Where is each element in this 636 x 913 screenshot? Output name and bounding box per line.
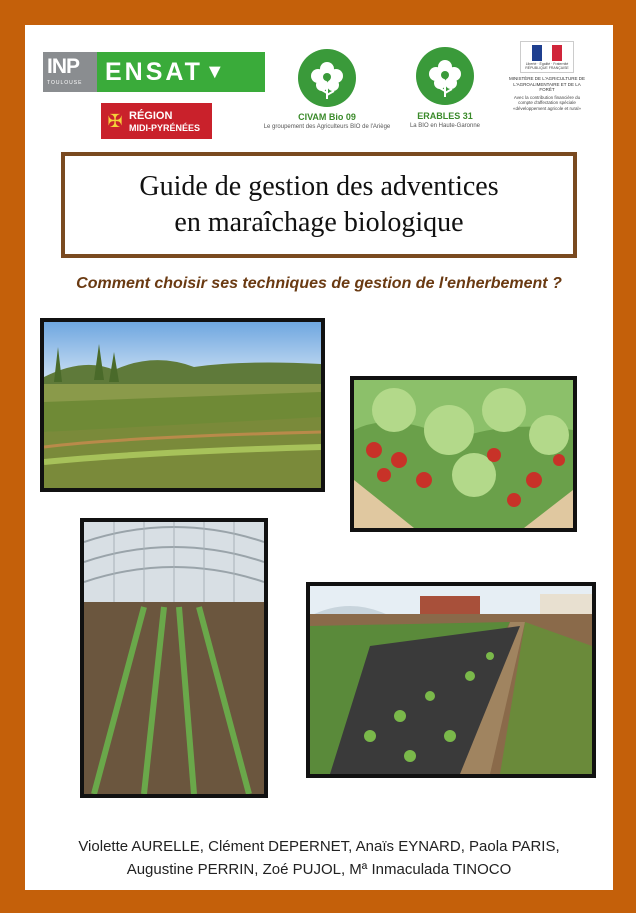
photo-vegetables — [350, 376, 577, 532]
ensat-mark-icon: ▼ — [204, 60, 228, 83]
ensat-text: ENSAT — [105, 57, 203, 86]
civam-name: CIVAM Bio 09 — [298, 112, 356, 122]
inp-logo — [43, 52, 97, 92]
region-logo — [101, 103, 212, 139]
flag-caption: Liberté · Égalité · Fraternité RÉPUBLIQUE FRANÇAISE — [525, 61, 569, 70]
erables-tagline: La BIO en Haute-Garonne — [409, 123, 481, 129]
photo-mulch — [306, 582, 596, 778]
title-line-1: Guide de gestion des adventices — [139, 171, 499, 202]
erables-logo — [400, 47, 490, 159]
inp-subtext: TOULOUSE — [47, 80, 83, 86]
photo-field — [40, 318, 325, 492]
photo-greenhouse — [80, 518, 268, 798]
title-line-2: en maraîchage biologique — [174, 207, 464, 238]
erables-name: ERABLES 31 — [417, 111, 473, 121]
ministry-logo — [507, 41, 587, 156]
subtitle: Comment choisir ses techniques de gestion de l'enherbement ? — [76, 275, 562, 292]
marianne-icon — [520, 41, 574, 73]
civam-logo — [257, 49, 397, 161]
cover-page — [25, 25, 613, 890]
erables-flower-icon — [416, 47, 474, 105]
authors-line-1: Violette AURELLE, Clément DEPERNET, Anaïs EYNARD, Paola PARIS, — [78, 838, 560, 855]
ministry-name: MINISTÈRE DE L'AGRICULTURE DE L'AGROALIMENTAIRE ET DE LA FORÊT — [508, 76, 586, 92]
region-line1: RÉGION — [129, 109, 173, 122]
inp-ensat-logo — [43, 52, 265, 92]
title-box — [61, 152, 577, 258]
region-line2: MIDI-PYRÉNÉES — [129, 122, 201, 133]
ministry-contribution: Avec la contribution financière du compte d'affectation spéciale «développement agricole et rural» — [512, 94, 582, 111]
authors-line-2: Augustine PERRIN, Zoé PUJOL, Mª Inmaculada TINOCO — [126, 861, 512, 878]
french-flag-icon — [532, 45, 562, 61]
occitan-cross-icon: ✠ — [107, 110, 123, 131]
inp-text: INP — [47, 55, 80, 78]
civam-flower-icon — [298, 49, 356, 107]
authors — [25, 835, 613, 881]
civam-tagline: Le groupement des Agriculteurs BIO de l'Ariège — [263, 124, 391, 130]
ensat-logo — [97, 52, 265, 92]
